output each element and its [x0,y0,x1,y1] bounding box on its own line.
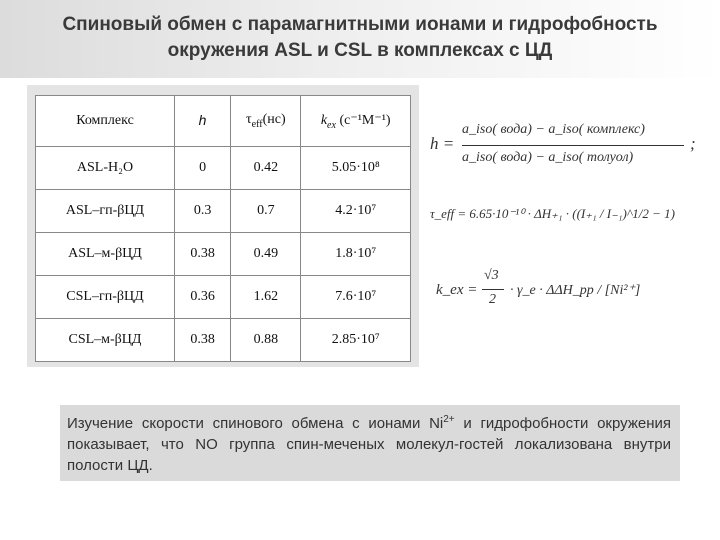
header-tau-unit: (нс) [262,112,286,128]
cell-complex: ASL-H₂O [36,147,175,190]
slide-title-line-2: окружения ASL и CSL в комплексах с ЦД [167,40,553,61]
conclusion-box [60,405,680,481]
header-h-symbol: h [198,112,207,128]
header-kex-symbol: k [320,112,328,128]
cell-kex: 4.2·10⁷ [301,190,411,233]
formula-kex-numerator: √3 [484,268,499,283]
conclusion-superscript: 2+ [443,414,455,425]
title-banner [0,0,720,78]
cell-complex: ASL–м-βЦД [36,233,175,276]
table-row [36,276,411,319]
cell-h: 0.38 [174,233,230,276]
header-tau [231,96,301,147]
cell-kex: 1.8·10⁷ [301,233,411,276]
cell-h: 0 [174,147,230,190]
formula-h-lhs: h = [430,134,455,153]
cell-complex: CSL–м-βЦД [36,319,175,362]
cell-kex: 2.85·10⁷ [301,319,411,362]
cell-kex: 7.6·10⁷ [301,276,411,319]
formula-h-fraction-bar [462,145,684,146]
cell-tau: 0.49 [231,233,301,276]
cell-kex: 5.05·10⁸ [301,147,411,190]
cell-tau: 0.88 [231,319,301,362]
formula-kex-fraction-bar [482,289,504,290]
table-row [36,233,411,276]
formula-kex-denominator: 2 [489,292,496,307]
cell-h: 0.38 [174,319,230,362]
table-row [36,319,411,362]
header-kex-unit: (с⁻¹М⁻¹) [339,112,391,128]
header-kex [301,96,411,147]
formula-h-numerator: a_iso( вода) − a_iso( комплекс) [462,122,645,137]
conclusion-text [67,409,671,476]
formula-kex-rhs: · γ_e · ΔΔH_pp / [Ni²⁺] [510,283,641,298]
table-row [36,147,411,190]
cell-h: 0.36 [174,276,230,319]
formula-h-denominator: a_iso( вода) − a_iso( толуол) [462,150,634,165]
header-tau-symbol: τ [246,112,252,128]
slide-title-line-1: Спиновый обмен с парамагнитными ионами и гидрофобность [62,14,658,35]
formula-kex-lhs: k_ex = [436,282,478,298]
table-row [36,190,411,233]
formula-tau: τ_eff = 6.65·10⁻¹⁰ · ΔH₊₁ · ((I₊₁ / I₋₁)^1/2 − 1) [430,206,676,221]
header-tau-sub: eff [251,118,263,130]
results-table [35,95,411,362]
cell-complex: CSL–гп-βЦД [36,276,175,319]
cell-h: 0.3 [174,190,230,233]
conclusion-part-1: Изучение скорости спинового обмена с ионами Ni [67,415,444,432]
table-panel [27,85,419,367]
header-h [174,96,230,147]
header-kex-sub: ex [327,119,336,131]
cell-tau: 1.62 [231,276,301,319]
header-complex: Комплекс [36,96,175,147]
cell-tau: 0.42 [231,147,301,190]
table-header-row [36,96,411,147]
conclusion-part-2: и гидрофобности окружения показывает, что NO группа спин-меченых молекул-гостей локализована внутри полости ЦД. [67,415,671,474]
cell-complex: ASL–гп-βЦД [36,190,175,233]
cell-tau: 0.7 [231,190,301,233]
formula-h-end: ; [690,134,696,153]
